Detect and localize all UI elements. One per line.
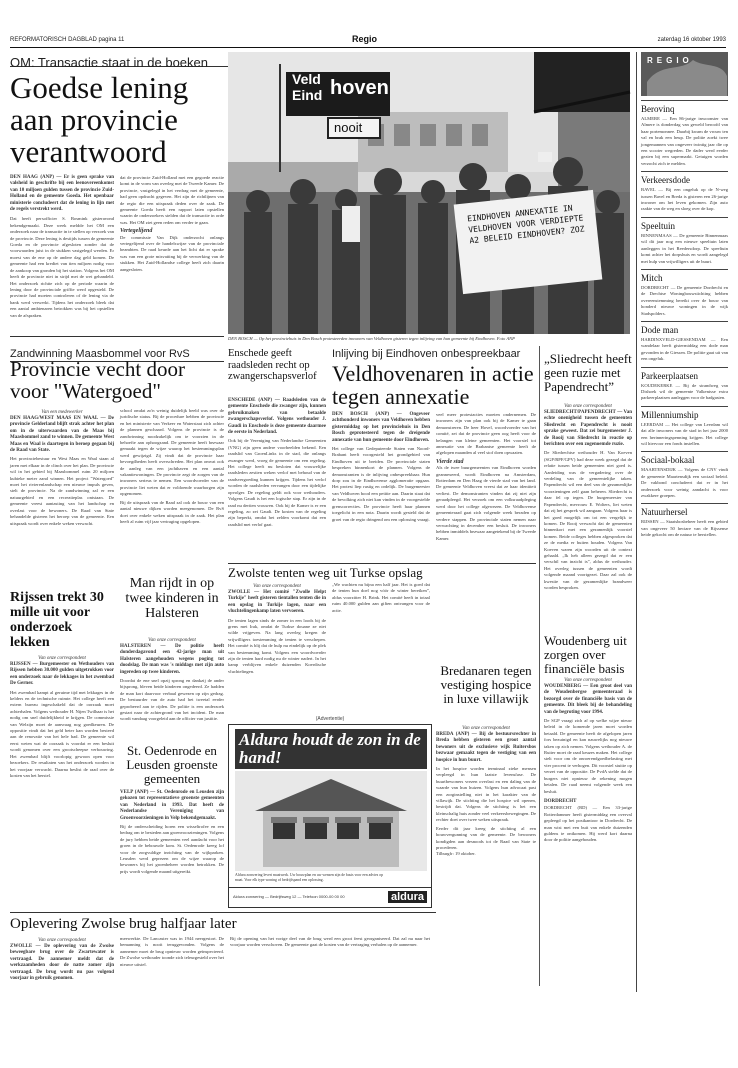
article-body: Het college van Gedeputeerde Staten van Noord-Brabant heeft voorgesteld het grondgebied van Eindhoven uit te breiden. De provinciale staten bespreken binnenkort de plannen. Volgens de demonstranten is de inlijving onbespreekbaar. Hun dorp zou in de Eindhovense agglomeratie opgaan. Het protest liep rustig en ordelijk. De burgemeester van Veldhoven bood een petitie aan. Daarin staat dat de bevolking zich niet kan vinden in de voorgestelde grenscorrecties. De provincie heeft haar plannen toegelicht in een nota. Daarin wordt gesteld dat de groei van de regio dringend om een oplossing vraagt. [332, 446, 430, 522]
article-lead: BREDA (ANP) — Bij de bestuursrechter in Breda hebben gisteren een groot aantal bewoners uit de exclusieve wijk Ruitersbos bezwaar gemaakt tegen de vestiging van een hospice in hun buurt. [436, 732, 536, 763]
article-body: Het zwembad kampt al geruime tijd met lekkages in de kelders en de technische ruimte. Het college heeft een extern bureau ingeschakeld dat de oorzaak moet achterhalen. Volgens wethouder H. Nijen Twilhaar is het nodig om snel duidelijkheid te krijgen. De commissie van Welzijn moet de aanvraag nog goedkeuren. De oppositie vindt dat het geld beter kan worden besteed aan de renovatie van het hele bad. De gemeente wil eerst weten wat de oorzaak is voordat er een besluit wordt genomen over een grootscheepse verbouwing. Het zwembad blijft voorlopig gewoon open voor bezoekers. De resultaten van het onderzoek worden in het voorjaar verwacht. Daarna beslist de raad over de kosten van het herstel. [10, 689, 114, 778]
sidebar-item-title: Berovinq [641, 100, 728, 114]
article-body2: Eerder dit jaar kreeg de stichting al een bouwvergunning van de gemeente. De bewoners kondigden aan desnoods tot de Raad van State te procederen. [436, 825, 536, 850]
article-veldhoven-headline: Veldhovenaren in actie tegen annexatie [332, 361, 534, 409]
article-byline: Van onze correspondent [38, 938, 86, 943]
ad-address: Aldura zonwering — Bedrijfsweg 12 — Telefoon 0000-00 00 00 [233, 894, 345, 899]
sign-hoven: hoven [330, 77, 389, 99]
ad-headline: Aldura houdt de zon in de hand! [235, 729, 427, 769]
article-zwolle-headline: Oplevering Zwolse brug halfjaar later [10, 916, 237, 932]
article-lead: SLIEDRECHT/PAPENDRECHT — Van echte onenigheid tussen de gemeenten Sliedrecht en Papendrecht is nooit sprake geweest. Dat zei burgemeester J. de Rooij van Sliedrecht in reactie op berichten over een zogenoemde ruzie. [544, 410, 632, 448]
article-lead: HALSTEREN — De politie heeft donderdagavond een 42-jarige man uit Halsteren aangehouden wegens poging tot doodslag. De man was 's middags met zijn auto ingereden op twee kinderen. [120, 644, 224, 675]
article-goedse-headline: Goedse lening aan provincie verantwoord [10, 70, 189, 169]
article-goedse-col1 [10, 175, 114, 333]
article-veldhoven-kicker: Inlijving bij Eindhoven onbespreekbaar [332, 348, 521, 360]
subhead: Vertegelijend [120, 228, 153, 235]
article-body: Bij de onderscheiding horen een wisseltrofee en een bedrag om te besteden aan groenvoorzieningen. Volgens de jury hebben beide gemeenten veel aandacht voor het groen in de bebouwde kom. St. Oedenrode kreeg lof voor de zorgvuldige inrichting van de wijkparken. Leusden werd geprezen om de wijze waarop de bewoners bij het groenbeheer worden betrokken. De prijs wordt volgende maand uitgereikt. [120, 824, 224, 874]
article-woudenberg-text [544, 684, 632, 984]
sidebar-item-text: KOUDEKERKE — Bij de strandweg van Dishoek wil de gemeente Valkenisse extra parkeerplaatsen aanleggen voor de badgasten. [641, 382, 728, 401]
article-woudenberg-headline: Woudenberg uit zorgen over financiële basis [544, 633, 627, 676]
sign-eind: Eind [292, 87, 323, 103]
article-lead: DEN HAAG (ANP) — Er is geen sprake van valsheid in geschrifte bij een leenovereenkomst van 10 miljoen gulden tussen de provincie Zuid-Holland en de gemeente Goeda. Het openbaar ministerie concludeert dat de lening in lijn met de regels verstrekt werd. [10, 175, 114, 213]
article-lead: VELP (ANP) — St. Oedenrode en Leusden zijn gekozen tot representatieve groenste gemeenten van Nederland in 1993. Dat heeft de Nederlandse Vereniging van Groenvoorzieningen in Velp bekendgemaakt. [120, 790, 224, 821]
article-hospice-headline: Bredanaren tegen vestiging hospice in luxe villawijk [440, 663, 532, 706]
article-body2: „We wachten nu bijna een half jaar. Het is goed dat de tenten hun doel nog vóór de winter bereiken”, aldus voorzitter H. Brink. Het comité heeft in totaal ruim 40.000 gulden aan giften ontvangen voor de actie. [332, 582, 430, 613]
article-halsteren-headline: Man rijdt in op twee kinderen in Halsteren [125, 576, 219, 621]
article-lead: DEN BOSCH (ANP) — Ongeveer achthonderd inwoners van Veldhoven hebben gistermiddag op het provinciehuis in Den Bosch geprotesteerd tegen de dreigende annexatie van hun gemeente door Eindhoven. [332, 412, 430, 443]
article-enschede-headline: Enschede geeft raadsleden recht op zwangerschapsverlof [228, 348, 317, 382]
masthead [10, 36, 726, 48]
article-tenten-headline: Zwolste tenten weg uit Turkse opslag [228, 565, 423, 580]
article-lead: ZWOLLE — Het comité "Zwolle Helpt Turkije" heeft gisteren tientallen tenten die in een opslag in Turkije lagen, naar een vluchtelingenkamp laten vervoeren. [228, 590, 326, 615]
protest-banner: EINDHOVEN ANNEXATIE IN VELDHOVEN VOOR VERDIEPTE A2 BELEID EINDHOVEN? ZOZ [466, 203, 585, 246]
ad-house-image [235, 771, 427, 871]
article-provincie-headline: Provincie vecht door voor "Watergoed" [10, 357, 185, 403]
ad-footer-bar [228, 888, 432, 908]
article-body2: DORDRECHT (RD) — Een 33-jarige Rotterdammer heeft gistermiddag een overval gepleegd op het postkantoor in Dordrecht. De man wist met een buit van enkele duizenden guldens te ontkomen. Hij werd kort daarna door de politie aangehouden. [544, 805, 632, 843]
article-lead: ENSCHEDE (ANP) — Raadsleden van de gemeente Enschede die zwanger zijn, kunnen gebruikmaken van betaalde zwangerschapsverlof. Volgens wethouder J. Gaudi in Enschede is deze gemeente daarmee de eerste in Nederland. [228, 398, 326, 436]
article-goedse-col2 [120, 175, 224, 333]
ad-brand-logo: aldura [388, 891, 427, 903]
article-provincie-col1 [10, 416, 114, 574]
article-tenten-col1 [228, 590, 326, 710]
subhead: Vierde stad [436, 458, 464, 465]
article-zwolle-col3 [230, 936, 430, 992]
sign-veld: Veld [292, 71, 321, 87]
article-oedenrode-headline: St. Oedenrode en Leusden groenste gemeenten [126, 743, 218, 786]
sign-nooit: nooit [334, 120, 363, 135]
article-body: Dat heeft persofficier S. Bosmink gisteravond bekendgemaakt. Deze week meldde het OM een onderzoek naar de transactie in te stellen op verzoek van de provincie. Deze lening is destijds tussen de gemeente Goeda en de provincie afgesloten zonder dat de voorwaarden juist in de stukken vastgelegd werden. Er moest van de ene op de andere dag geld komen. De gemeente had een krediet van tien miljoen nodig voor de aankoop van gronden bij het station. Volgens het OM heeft de provincie niet in strijd met de wet gehandeld. Het onderzoek richtte zich op de periode waarin de lening door de provinciale griffie werd opgesteld. De provincie had moeten controleren of de lening via de bank werd verwerkt. Tijdens het onderzoek bleek dat een aantal ambtenaren betrokken was bij het opstellen van de afspraken. [10, 216, 114, 318]
article-byline: Van onze correspondent [253, 584, 301, 589]
sidebar-header [641, 52, 728, 96]
article-goedse-kicker [10, 52, 228, 70]
article-body: Het provinciebestuur en West Maas en Waal staan al jaren met elkaar in de clinch over het plan. De provincie wil in het gebied bij Maasbommel ruim 20 miljoen kubieke meter zand winnen. Het project "Watergoed" moet het rivierenlandschap een nieuwe impuls geven, stelt de provincie. Na de zandwinning zal er een natuurgebied en een recreatieplas ontstaan. De gemeente vreest aantasting van het landschap en overlast voor de bewoners. De Raad van State behandelde gisteren het beroep van de gemeente. Een uitspraak wordt over enkele weken verwacht. [10, 456, 114, 526]
article-body: ZWOLLE — De oplevering van de Zwolse beweegbare brug over de Zwartewater is vertraagd. De aannemer meldt dat de werkzaamheden door de natte zomer zijn vertraagd. De brug wordt nu pas volgend voorjaar in gebruik genomen. [10, 944, 114, 982]
ad-caption: Aldura zonwering levert maatwerk. Uw bouwplan en uw wensen zijn de basis voor een advies op maat. Voor elk type woning of bedrijfspand een oplossing. [235, 873, 384, 882]
article-byline: Van een medewerker [41, 410, 83, 415]
sidebar-item-text: RIJSSEN — Staatsbosbeheer heeft een gebied van ongeveer 50 hectare van de Rijssense heide gekocht om de natuur te herstellen. [641, 519, 728, 538]
divider [10, 912, 436, 913]
article-body2: Als de twee buurgemeenten van Eindhoven worden geannexeerd, wordt Eindhoven na Amsterdam, Rotterdam en Den Haag de vierde stad van het land. De gemeente Veldhoven vreest dat ze haar identiteit verliest. De demonstranten vinden dat zij niet zijn geraadpleegd. Het verzoek om een volksraadpleging werd door het college afgewezen. De Veldhovense gemeenteraad gaat zich volgende week beraden op verdere stappen. De provinciale staten nemen naar verwachting in december een besluit. De inwoners hebben inmiddels bezwaar aangetekend bij de Tweede Kamer. [436, 465, 536, 541]
sidebar-item-text: MAARTENSDIJK — Volgens de CNV vindt de gemeente Maartensdijk een sociaal beleid. De vakbond concludeert dat er in het onderzoek voor weinig aandacht is voor zwakkere groepen. [641, 467, 728, 499]
ad-label: (Advertentie) [315, 716, 345, 722]
article-papendrecht-headline: „Sliedrecht heeft geen ruzie met Papendrecht” [544, 351, 632, 394]
article-provincie-col2 [120, 408, 224, 574]
article-body3: veel meer protestacties moeten ondernemen. De inwoners zijn van plan ook bij de Kamer te gaan demonstreren. De heer Hovel, woordvoerder van het comité, zei dat de provincie geen oog heeft voor de belangen van kleine gemeenten. Het voorstel tot annexatie van de Brabantse gemeente heeft de afgelopen maanden al veel stof doen opwaaien. [436, 412, 536, 456]
article-byline: Van onze correspondent [148, 638, 196, 643]
article-byline: Van onze correspondent [462, 726, 510, 731]
article-body: Doordat de ene snel opzij sprong en dankzij de ander bijsprong, bleven beide kinderen ongedeerd. Ze hadden de man kort daarvoor verbaal gewezen op zijn gedrag. De bestuurder van de auto had het tweetal eerder geprobeerd aan te rijden. De politie is een onderzoek gestart naar de achtergrond van het incident. De man wordt vandaag voorgeleid aan de officier van justitie. [120, 678, 224, 722]
article-byline: Van onze correspondent [38, 656, 86, 661]
sidebar-item-title: Speeltuin [641, 217, 728, 231]
sidebar-item-title: Mitch [641, 269, 728, 283]
article-oedenrode-text [120, 790, 224, 890]
sidebar-header-text: REGIO [647, 56, 693, 65]
sidebar-item-title: Verkeersdode [641, 171, 728, 185]
sidebar-item-title: Sociaal-bokaal [641, 451, 728, 465]
photo-caption: DEN BOSCH — Op het provinciehuis in Den Bosch protesteerden inwoners van Veldhoven gisteren tegen inlijving van hun gemeente bij Eindhoven. Foto ANP [228, 336, 515, 341]
article-halsteren-text [120, 644, 224, 740]
article-veldhoven-col2 [436, 412, 536, 562]
article-byline: Van onze correspondent [564, 678, 612, 683]
article-byline: Van onze correspondent [564, 404, 612, 409]
sidebar-item-text: DORDRECHT — De gemeente Dordrecht en de Drechtse Woningbouwstichting hebben overeenstemming bereikt over de bouw van honderd nieuwe woningen in de wijk Stadspolders. [641, 284, 728, 316]
masthead-center: Regio [352, 34, 378, 44]
article-zwolle-col2 [120, 936, 224, 992]
article-veldhoven-col1 [332, 412, 430, 562]
masthead-left: REFORMATORISCH DAGBLAD pagina 11 [10, 37, 125, 43]
sidebar-item-text: BAVEL — Bij een ongeluk op de N-weg tussen Bavel en Breda is gisteren een 26-jarige inwoner om het leven gekomen. Zijn auto raakte van de weg en sloeg over de kop. [641, 187, 728, 212]
article-enschede-text [228, 398, 326, 527]
divider [10, 336, 224, 337]
article-papendrecht-text [544, 410, 632, 630]
article-hospice-text [436, 732, 536, 982]
sidebar-item-text: BINNENMAAS — De gemeente Binnenmaas wil dit jaar nog een nieuwe speeltuin laten aanleggen in het Reedersdorp. De speeltuin komt achter het dorpshuis en wordt aangelegd met hulp van vrijwilligers uit de buurt. [641, 232, 728, 264]
article-body3: Bij de opening van het vorige deel van de brug werd een groot feest georganiseerd. Dat zal nu naar het voorjaar worden verschoven. De gemeente gaat de kosten van de vertraging verhalen op de aannemer. [230, 936, 430, 948]
sidebar-item-title: Parkeerplaatsen [641, 367, 728, 381]
article-footer: Tilburgfr: 19 oktober. [436, 851, 476, 857]
masthead-right: zaterdag 16 oktober 1993 [657, 37, 726, 43]
article-lead: WOUDENBERG — Een groot deel van de Woudenbergse gemeenteraad is bezorgd over de financiële basis van de gemeente. Dit bleek bij de behandeling van de begroting voor 1994. [544, 684, 632, 715]
sidebar-item-title: Dode man [641, 321, 728, 335]
article-body2: meewerkte. De Lancaster was in 1944 neergestort. De bemanning is nooit teruggevonden. Volgens de aannemer moet de brug opnieuw worden geïnspecteerd. De Zwolse wethouder toonde zich teleurgesteld over het nieuwe uitstel. [120, 936, 224, 967]
sidebar-item-title: Millenniumship [641, 406, 728, 420]
advertisement-aldura[interactable] [228, 724, 432, 888]
article-body: Ook bij de Vereniging van Nederlandse Gemeenten (VNG) zijn geen andere voorbeelden bekend. Een raadslid van GroenLinks in de stad, die onlangs zwanger werd, vroeg de gemeente om een regeling. Het college heeft nu besloten dat vrouwelijke raadsleden zestien weken verlof met behoud van de raadsvergoeding kunnen krijgen. Tijdens het verlof worden de raadsleden vervangen door een tijdelijke opvolger. De regeling geldt ook voor wethouders. Volgens Gaudi is het een logische stap. Er zijn in de raad nu dertien vrouwen. Ook bij de Kamer is er een regeling, zo zei Gaudi. De kosten van de regeling zijn beperkt, omdat het zelden voorkomt dat een raadslid met verlof gaat. [228, 438, 326, 527]
article-body: De SGP vraagt zich af op welke wijze nieuw beleid in de komende jaren moet worden betaald. De gemeente heeft de afgelopen jaren fors bezuinigd en kan nauwelijks nog nieuwe taken op zich nemen. Volgens wethouder A. de Ruiter moet de raad keuzes maken. Het college stelt voor om de onroerendgoedbelasting met vier procent te verhogen. Dit voorstel stuitte op verzet van de oppositie. De PvdA stelde dat de burgers niet opnieuw de rekening mogen betalen. De raad neemt volgende week een besluit. [544, 718, 632, 794]
column-rule [539, 346, 540, 986]
article-rijssen-text [10, 662, 114, 890]
kicker-text: Zandwinning Maasbommel voor RvS [10, 348, 190, 360]
protest-photo [228, 52, 630, 334]
sidebar-item-text: ALMERE — Een 86-jarige inwoonster van Almere is donderdag van geweld beroofd van haar portemonnee. Daarbij kwam de vrouw ten val en brak een heup. De politie zoekt twee jongemannen van ongeveer twintig jaar die op een scooter wegreden. De dader werd eerder gezien bij een supermarkt. Getuigen worden verzocht zich te melden. [641, 116, 728, 166]
sidebar-item-text: HARDINXVELD-GIESSENDAM — Een wandelaar heeft gistermiddag een dode man gevonden in de Giessen. De politie gaat uit van een ongeluk. [641, 336, 728, 362]
sidebar-item-text: LEERDAM — Het college van Leerdam wil dat alle inwoners van de stad in het jaar 2000 een herinneringspenning krijgen. Het college wil hiervoor een fonds instellen. [641, 421, 728, 446]
article-lead: RIJSSEN — Burgemeester en Wethouders van Rijssen hebben 30.000 gulden uitgetrokken voor een onderzoek naar de lekkages in het zwembad De Gerner. [10, 662, 114, 687]
article-zwolle-col1 [10, 944, 114, 992]
article-body3: De commissie Van Dijk onderzocht onlangs vertegelijend over de handelswijze van de provinciale beambten. De raad keurde aan het licht dat er sprake was van een grote misvatting bij de verwerking van de stukken. Het Zuid-Hollandse college heeft zich daarin aangesloten. [120, 234, 224, 272]
kicker-text: OM: Transactie staat in de boeken [10, 55, 208, 70]
divider [228, 563, 536, 564]
article-body3: Bij de uitspraak van de Raad zal ook de bouw van een aantal nieuwe dijken worden meegenomen. De RvS doet over enkele weken uitspraak in de zaak. Het plan heeft al ruim vijf jaar vertraging opgelopen. [120, 499, 224, 524]
regio-sidebar [636, 52, 728, 992]
article-body2: dat de provincie Zuid-Holland met een gegoede reactie komt in de vorm van overleg met de Tweede Kamer. De provincie, vastgelegd in het verdrag met de gemeente, had geen opdracht gegeven. Het zijn de richtlijnen van de regio die een uitspraak deden over de zaak. De gemeente Goeda heeft een rapport laten opstellen waarin de onderzoekers stelden dat de transactie in orde was. Het OM ziet geen reden om verder te gaan. [120, 175, 224, 225]
article-body: In het hospice worden terminaal zieke mensen verpleegd in hun laatste levensfase. De buurtbewoners vrezen overlast en een daling van de waarde van hun huizen. Volgens hun advocaat past een zorginstelling niet in het karakter van de villawijk. De stichting die het hospice wil openen, bestrijdt dat. Volgens de stichting is het een kleinschalig huis zonder veel verkeersbewegingen. De rechter doet over twee weken uitspraak. [436, 766, 537, 823]
article-body: De tenten lagen sinds de zomer in een loods bij de grens met Irak, omdat de Turkse douane ze niet wilde vrijgeven. Na lang overleg kregen de vrijwilligers toestemming de tenten te verschepen. Het comité is blij dat de hulp nu eindelijk op de plek van bestemming komt. Volgens een woordvoerder zijn de tenten hard nodig nu de winter nadert. In het kamp verblijven enkele duizenden Koerdische vluchtelingen. [228, 617, 326, 674]
subhead: DORDRECHT [544, 798, 577, 804]
sidebar-items [641, 100, 728, 990]
article-body2: school omdat zo'n weinig duidelijk beeld was over de juridische status. Bij de procedure hebben de provincie en het ministerie van Verkeer en Waterstaat zich achter de plannen geschaard. Volgens de provincie is de zandwinning noodzakelijk om te voorzien in de behoefte aan ophoogzand. De gemeente heeft bezwaar gemaakt tegen de wijze waarop het bestemmingsplan werd gewijzigd. Zij vindt dat de provincie haar bevoegdheden heeft overschreden. Het plan omvat ook de aanleg van een jachthaven en een aantal vakantiewoningen. De provincie zegt de zorgen van de inwoners serieus te nemen. Een woordvoerder van de provincie liet weten dat er voldoende waarborgen zijn opgenomen. [120, 408, 224, 497]
article-rijssen-headline: Rijssen trekt 30 mille uit voor onderzoek lekken [10, 590, 104, 650]
article-tenten-col2 [332, 582, 430, 710]
sidebar-item-title: Natuurhersel [641, 503, 728, 517]
article-lead: DEN HAAG/WEST MAAS EN WAAL — De provincie Gelderland blijft strak achter het plan om in de uiterwaarden van de Maas bij Maasbommel zand te winnen. De gemeente West Maas en Waal is daartegen in beroep gegaan bij de Raad van State. [10, 416, 114, 454]
article-body: De Sliedrechtse wethouder H. Van Koeven (SGP/RPF/GPV) had deze week gezegd dat de relatie tussen beide gemeenten niet goed is. Aanleiding was de vergadering over de verdeling van de gemeentelijke taken. Papendrecht wil een deel van de gezamenlijke voorzieningen zelf gaan beheren. Sliedrecht is daar fel op tegen. De burgemeester van Papendrecht, mevrouw E. Wolters, liet weten dat zij het gesprek wil aangaan. Volgens haar is het goed mogelijk om tot een vergelijk te komen. De Rooij verwacht dat de gemeenten binnenkort met een gezamenlijk voorstel komen. Beide colleges hebben afgesproken dat ze de media er buiten houden. Volgens Van Koeven waren zijn woorden uit de context gehaald. „Ik heb alleen gezegd dat er een verschil van inzicht is”, aldus de wethouder. Het overleg tussen de gemeenten wordt volgende maand voortgezet. Daar zal ook de kwestie van de gezamenlijke brandweer worden besproken. [544, 450, 632, 590]
protest-photo-image [228, 52, 630, 334]
